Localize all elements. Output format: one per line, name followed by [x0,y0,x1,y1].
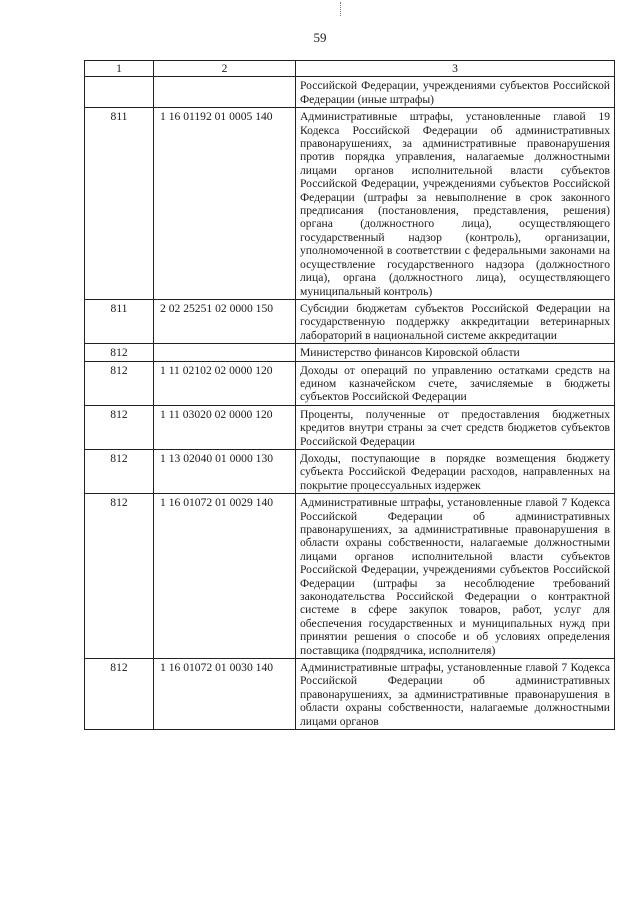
revenue-codes-table [84,60,615,730]
description-cell: Доходы, поступающие в порядке возмещения бюджету субъекта Российской Федерации расходов, направленных на покрытие процессуальных издержек [296,449,615,493]
table-row [85,361,615,405]
kbk-code-cell [154,344,296,361]
admin-code-cell: 812 [85,405,154,449]
table-row [85,494,615,659]
kbk-code-cell: 1 16 01192 01 0005 140 [154,108,296,300]
kbk-code-cell: 1 11 03020 02 0000 120 [154,405,296,449]
scan-artifact [340,2,342,16]
table-row [85,344,615,361]
description-cell: Административные штрафы, установленные главой 7 Кодекса Российской Федерации об административных правонарушениях, за административные правонарушения в области охраны собственности, налагаемые должностными лицами органов [296,659,615,730]
column-header: 2 [154,61,296,77]
page-number: 59 [313,30,327,45]
admin-code-cell: 812 [85,449,154,493]
description-cell: Министерство финансов Кировской области [296,344,615,361]
kbk-code-cell: 1 16 01072 01 0029 140 [154,494,296,659]
admin-code-cell: 811 [85,299,154,343]
kbk-code-cell: 2 02 25251 02 0000 150 [154,299,296,343]
description-cell: Проценты, полученные от предоставления бюджетных кредитов внутри страны за счет средств бюджетов субъектов Российской Федерации [296,405,615,449]
kbk-code-cell: 1 16 01072 01 0030 140 [154,659,296,730]
description-cell: Административные штрафы, установленные главой 19 Кодекса Российской Федерации об административных правонарушениях, за административные правонарушения против порядка управления, налагаемые должностными лицами органов исполнительной власти субъектов Российской Федерации, учреждениями субъектов Российской Федерации (штрафы за невыполнение в срок законного предписания (постановления, представления, решения) органа (должностного лица), осуществляющего государственный надзор (контроль), организации, уполномоченной в соответствии с федеральными законами на осуществление государственного надзора (должностного лица), органа (должностного лица), осуществляющего муниципальный контроль) [296,108,615,300]
admin-code-cell: 812 [85,361,154,405]
table-row [85,659,615,730]
admin-code-cell: 812 [85,494,154,659]
description-cell: Административные штрафы, установленные главой 7 Кодекса Российской Федерации об административных правонарушениях, за административные правонарушения в области охраны собственности, налагаемые должностными лицами органов исполнительной власти субъектов Российской Федерации, учреждениями субъектов Российской Федерации (штрафы за несоблюдение требований законодательства Российской Федерации о контрактной системе в сфере закупок товаров, работ, услуг для обеспечения государственных и муниципальных нужд при принятии решения о способе и об условиях определения поставщика (подрядчика, исполнителя) [296,494,615,659]
column-header: 3 [296,61,615,77]
table-row [85,108,615,300]
table-header-row [85,61,615,77]
admin-code-cell: 812 [85,344,154,361]
description-cell: Доходы от операций по управлению остатками средств на едином казначейском счете, зачисляемые в бюджеты субъектов Российской Федерации [296,361,615,405]
table-row [85,77,615,108]
kbk-code-cell: 1 11 02102 02 0000 120 [154,361,296,405]
column-header: 1 [85,61,154,77]
table-row [85,449,615,493]
admin-code-cell: 812 [85,659,154,730]
kbk-code-cell [154,77,296,108]
admin-code-cell: 811 [85,108,154,300]
description-cell: Субсидии бюджетам субъектов Российской Федерации на государственную поддержку аккредитации ветеринарных лабораторий в национальной системе аккредитации [296,299,615,343]
table-row [85,405,615,449]
description-cell: Российской Федерации, учреждениями субъектов Российской Федерации (иные штрафы) [296,77,615,108]
admin-code-cell [85,77,154,108]
kbk-code-cell: 1 13 02040 01 0000 130 [154,449,296,493]
table-row [85,299,615,343]
